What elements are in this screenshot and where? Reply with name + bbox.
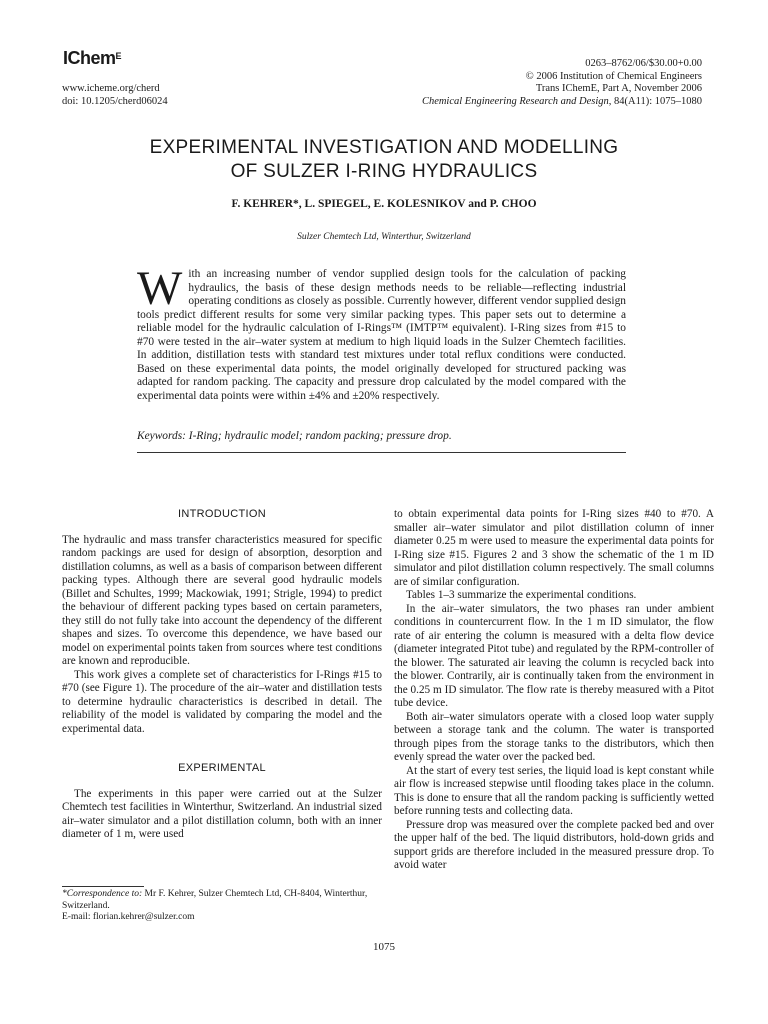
publisher-logo: IChem$^E$	[63, 48, 122, 68]
paragraph: to obtain experimental data points for I-Ring sizes #40 to #70. A smaller air–water simulator and pilot distillation column of inner diameter 0.25 m were used to measure the experimental data points for I-Ring size #15. Figures 2 and 3 show the schematic of the 1 m ID simulator and pilot distillation column respectively. The small columns are of similar configuration.	[394, 508, 714, 588]
footnote: *Correspondence to: Mr F. Kehrer, Sulzer Chemtech Ltd, CH-8404, Winterthur, Switzerland. E-mail: florian.kehrer@sulzer.com	[62, 889, 382, 924]
header-right	[422, 58, 702, 108]
right-column	[394, 508, 714, 873]
footnote-rule	[62, 886, 144, 887]
paragraph: At the start of every test series, the liquid load is kept constant while air flow is increased stepwise until flooding takes place in the column. This is done to ensure that all the random packing is sufficiently wetted before running tests and collecting data.	[394, 764, 714, 817]
affiliation: Sulzer Chemtech Ltd, Winterthur, Switzerland	[297, 232, 471, 242]
paper-title: EXPERIMENTAL INVESTIGATION AND MODELLING OF SULZER I-RING HYDRAULICS	[149, 137, 619, 182]
doi: doi: 10.1205/cherd06024	[62, 95, 168, 107]
paragraph: Both air–water simulators operate with a closed loop water supply between a storage tank and the column. The water is transported through pipes from the storage tanks to the distributors, which then evenly spread the water over the packed bed.	[394, 710, 714, 763]
authors: F. KEHRER*, L. SPIEGEL, E. KOLESNIKOV and P. CHOO	[231, 198, 537, 210]
keywords: Keywords: I-Ring; hydraulic model; random packing; pressure drop.	[137, 430, 452, 442]
paragraph: This work gives a complete set of characteristics for I-Rings #15 to #70 (see Figure 1). The procedure of the air–water and distillation tests to determine hydraulic characteristics is described in detail. The reliability of the model is validated by comparing the model and the experimental data.	[62, 668, 382, 735]
abstract-text: ith an increasing number of vendor supplied design tools for the calculation of packing hydraulics, the basis of these design methods needs to be reliable—reflecting industrial operating conditions as closely as possible. Currently however, different vendor supplied design tools predict different results for some very similar packing types. This paper sets out to determine a reliable model for the hydraulic calculation of I-Rings™ (IMTP™ equivalent). I-Ring sizes from #15 to #70 were tested in the air–water system at medium to high liquid loads in the Sulzer Chemtech facilities. In addition, distillation tests with standard test mixtures under total reflux conditions were conducted. Based on these experimental data points, the model originally developed for structured packing was adapted for random packing. The capacity and pressure drop calculated by the model compared with the experimental data points were within ±4% and ±20% respectively.	[137, 268, 626, 402]
issn-price: 0263–8762/06/$30.00+0.00	[585, 58, 702, 69]
copyright: © 2006 Institution of Chemical Engineers	[525, 70, 702, 82]
paragraph: Tables 1–3 summarize the experimental conditions.	[406, 589, 637, 601]
page-number: 1075	[373, 941, 395, 953]
header-left	[62, 83, 168, 108]
paragraph: In the air–water simulators, the two phases ran under ambient conditions in countercurrent flow. In the 1 m ID simulator, the flow rate of air entering the column is measured with a delta flow device (diameter integrated Pitot tube) and regulated by the RPM-controller of the blower. The saturated air leaving the column is recycled back into the blower. Contrarily, air is continually taken from the environment in the 0.25 m ID simulator. The flow rate is thereby measured with a Pitot tube device.	[394, 602, 714, 709]
trans-line: Trans IChemE, Part A, November 2006	[535, 83, 702, 94]
section-heading-experimental: EXPERIMENTAL	[178, 762, 266, 774]
abstract-bottom-rule	[137, 452, 626, 453]
abstract	[137, 262, 626, 403]
section-heading-introduction: INTRODUCTION	[178, 508, 266, 520]
paragraph: The experiments in this paper were carried out at the Sulzer Chemtech test facilities in Winterthur, Switzerland. An industrial sized air–water simulator and a pilot distillation column, both with an inner diameter of 1 m, were used	[62, 787, 382, 840]
paragraph: The hydraulic and mass transfer characteristics measured for specific random packings are used for design of absorption, desorption and distillation columns, as well as a basis of comparison between different packing types. Although there are several good hydraulic models (Billet and Schultes, 1999; Mackowiak, 1991; Strigle, 1994) to predict the behaviour of different packing types based on certain parameters, they still do not fully take into account the dependency of the different shapes and sizes. To overcome this dependence, we have based our model on experimental points taken from sources where test conditions are known and reproducible.	[62, 533, 382, 667]
email-link[interactable]: E-mail: florian.kehrer@sulzer.com	[62, 912, 195, 922]
website-link[interactable]: www.icheme.org/cherd	[62, 83, 160, 94]
journal-citation: Chemical Engineering Research and Design, 84(A11): 1075–1080	[421, 95, 702, 107]
left-column	[62, 508, 382, 842]
paragraph: Pressure drop was measured over the complete packed bed and over the upper half of the bed. The liquid distributors, hold-down grids and support grids are therefore included in the measured pressure drop. To avoid water	[394, 818, 714, 871]
drop-cap: W	[137, 262, 183, 315]
